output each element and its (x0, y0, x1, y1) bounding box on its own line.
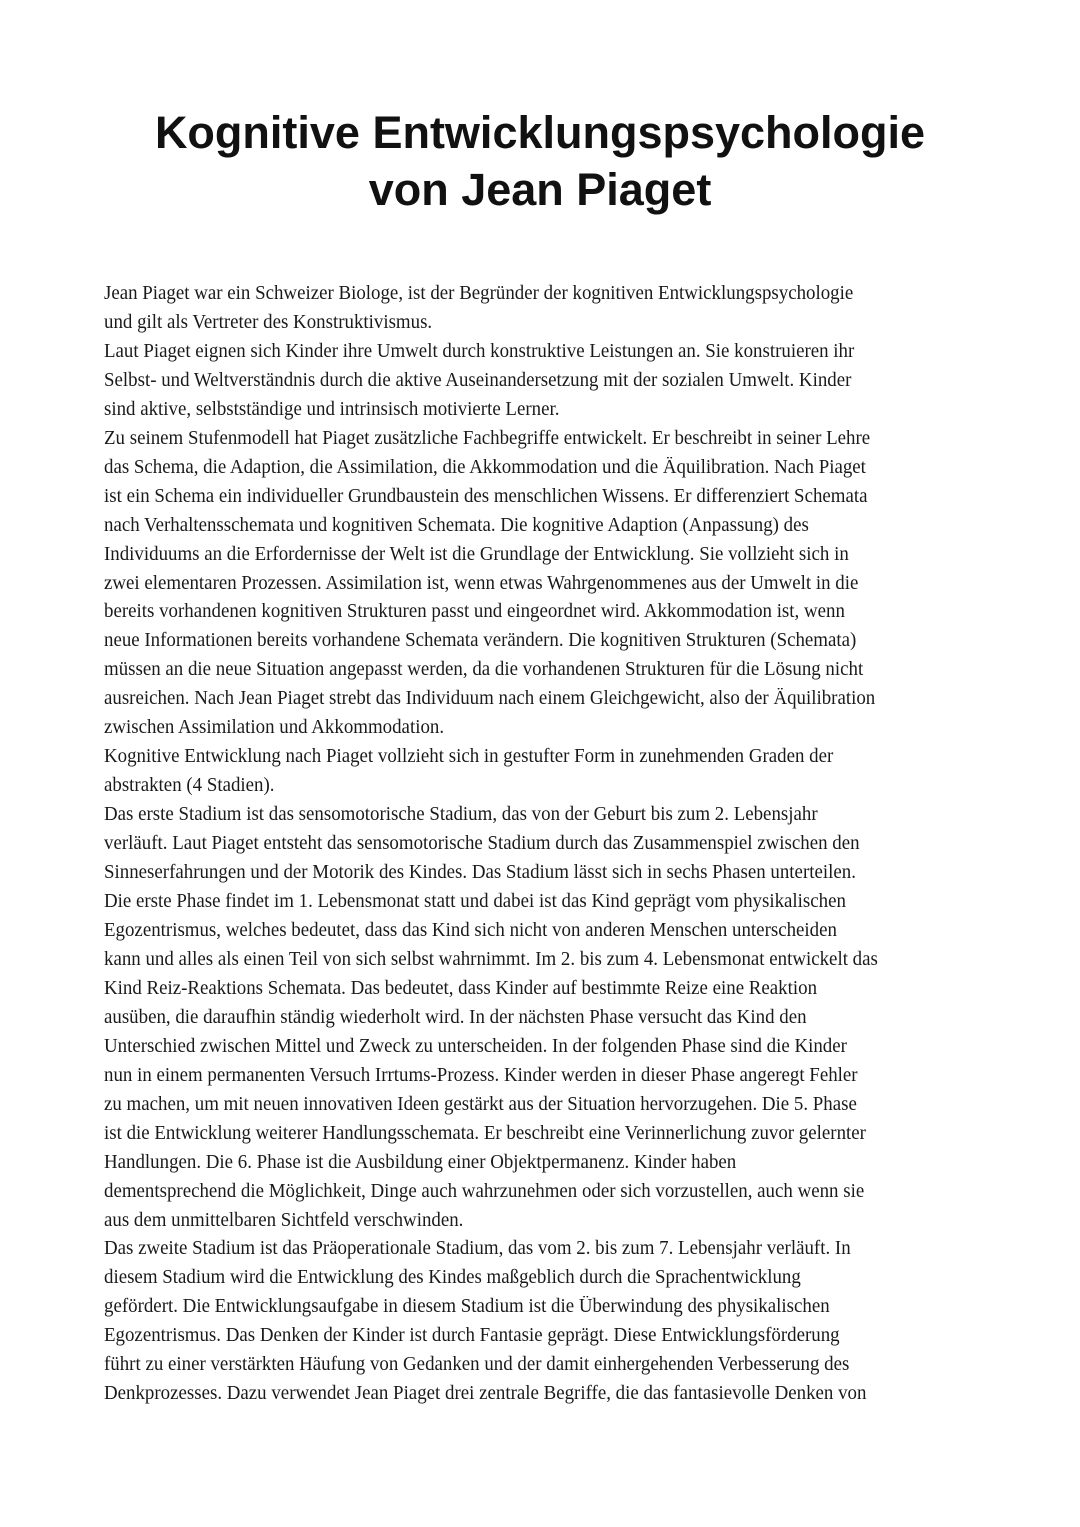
text-line: dementsprechend die Möglichkeit, Dinge auch wahrzunehmen oder sich vorzustellen, auch wenn sie (104, 1180, 865, 1202)
text-line: zwei elementaren Prozessen. Assimilation ist, wenn etwas Wahrgenommenes aus der Umwelt in die (104, 572, 859, 594)
text-line: Unterschied zwischen Mittel und Zweck zu unterscheiden. In der folgenden Phase sind die Kinder (104, 1035, 847, 1057)
text-line: Kognitive Entwicklung nach Piaget vollzieht sich in gestufter Form in zunehmenden Graden der (104, 746, 834, 768)
text-line: kann und alles als einen Teil von sich selbst wahrnimmt. Im 2. bis zum 4. Lebensmonat entwickelt das (104, 948, 878, 970)
text-line: abstrakten (4 Stadien). (104, 775, 275, 797)
text-line: Handlungen. Die 6. Phase ist die Ausbildung einer Objektpermanenz. Kinder haben (104, 1151, 737, 1173)
text-line: Die erste Phase findet im 1. Lebensmonat statt und dabei ist das Kind geprägt vom physikalischen (104, 891, 846, 913)
text-line: und gilt als Vertreter des Konstruktivismus. (104, 311, 433, 333)
text-line: ist die Entwicklung weiterer Handlungsschemata. Er beschreibt eine Verinnerlichung zuvor gelernter (104, 1122, 866, 1144)
body-text (104, 280, 1004, 1409)
text-line: Laut Piaget eignen sich Kinder ihre Umwelt durch konstruktive Leistungen an. Sie konstruieren ihr (104, 340, 855, 362)
text-line: Selbst- und Weltverständnis durch die aktive Auseinandersetzung mit der sozialen Umwelt. Kinder (104, 369, 852, 391)
title-line: Kognitive Entwicklungspsychologie (154, 107, 926, 158)
text-line: führt zu einer verstärkten Häufung von Gedanken und der damit einhergehenden Verbesserung des (104, 1354, 850, 1376)
text-line: Kind Reiz-Reaktions Schemata. Das bedeutet, dass Kinder auf bestimmte Reize eine Reaktion (104, 977, 818, 999)
text-line: Egozentrismus. Das Denken der Kinder ist durch Fantasie geprägt. Diese Entwicklungsförderung (104, 1325, 840, 1347)
text-line: Denkprozesses. Dazu verwendet Jean Piaget drei zentrale Begriffe, die das fantasievolle Denken von (104, 1383, 867, 1405)
text-line: gefördert. Die Entwicklungsaufgabe in diesem Stadium ist die Überwindung des physikalischen (104, 1296, 830, 1318)
text-line: Jean Piaget war ein Schweizer Biologe, ist der Begründer der kognitiven Entwicklungspsychologie (104, 283, 854, 304)
text-line: verläuft. Laut Piaget entsteht das sensomotorische Stadium durch das Zusammenspiel zwischen den (104, 833, 860, 855)
text-line: aus dem unmittelbaren Sichtfeld verschwinden. (104, 1209, 464, 1231)
title-line: von Jean Piaget (368, 164, 712, 215)
text-line: zu machen, um mit neuen innovativen Ideen gestärkt aus der Situation hervorzugehen. Die 5. Phase (104, 1093, 857, 1115)
text-line: nun in einem permanenten Versuch Irrtums-Prozess. Kinder werden in dieser Phase angeregt Fehler (104, 1064, 858, 1086)
text-line: diesem Stadium wird die Entwicklung des Kindes maßgeblich durch die Sprachentwicklung (104, 1267, 801, 1289)
text-line: Das zweite Stadium ist das Präoperationale Stadium, das vom 2. bis zum 7. Lebensjahr verläuft. In (104, 1238, 851, 1260)
text-line: müssen an die neue Situation angepasst werden, da die vorhandenen Strukturen für die Lösung nicht (104, 659, 864, 681)
page-title (0, 104, 1080, 218)
text-line: ausüben, die daraufhin ständig wiederholt wird. In der nächsten Phase versucht das Kind den (104, 1006, 807, 1028)
text-line: neue Informationen bereits vorhandene Schemata verändern. Die kognitiven Strukturen (Schemata) (104, 630, 857, 652)
text-line: das Schema, die Adaption, die Assimilation, die Akkommodation und die Äquilibration. Nach Piaget (104, 456, 866, 478)
text-line: Sinneserfahrungen und der Motorik des Kindes. Das Stadium lässt sich in sechs Phasen unterteilen. (104, 862, 856, 884)
text-line: Individuums an die Erfordernisse der Welt ist die Grundlage der Entwicklung. Sie vollzieht sich in (104, 543, 849, 565)
text-line: Das erste Stadium ist das sensomotorische Stadium, das von der Geburt bis zum 2. Lebensjahr (104, 804, 818, 826)
text-line: sind aktive, selbstständige und intrinsisch motivierte Lerner. (104, 398, 560, 420)
text-line: nach Verhaltensschemata und kognitiven Schemata. Die kognitive Adaption (Anpassung) des (104, 514, 809, 536)
text-line: ist ein Schema ein individueller Grundbaustein des menschlichen Wissens. Er differenziert Schemata (104, 485, 868, 507)
text-line: Zu seinem Stufenmodell hat Piaget zusätzliche Fachbegriffe entwickelt. Er beschreibt in seiner Lehre (104, 427, 871, 449)
text-line: Egozentrismus, welches bedeutet, dass das Kind sich nicht von anderen Menschen unterscheiden (104, 919, 837, 941)
text-line: bereits vorhandenen kognitiven Strukturen passt und eingeordnet wird. Akkommodation ist, wenn (104, 601, 845, 623)
text-line: ausreichen. Nach Jean Piaget strebt das Individuum nach einem Gleichgewicht, also der Äquilibration (104, 688, 876, 710)
text-line: zwischen Assimilation und Akkommodation. (104, 717, 445, 739)
